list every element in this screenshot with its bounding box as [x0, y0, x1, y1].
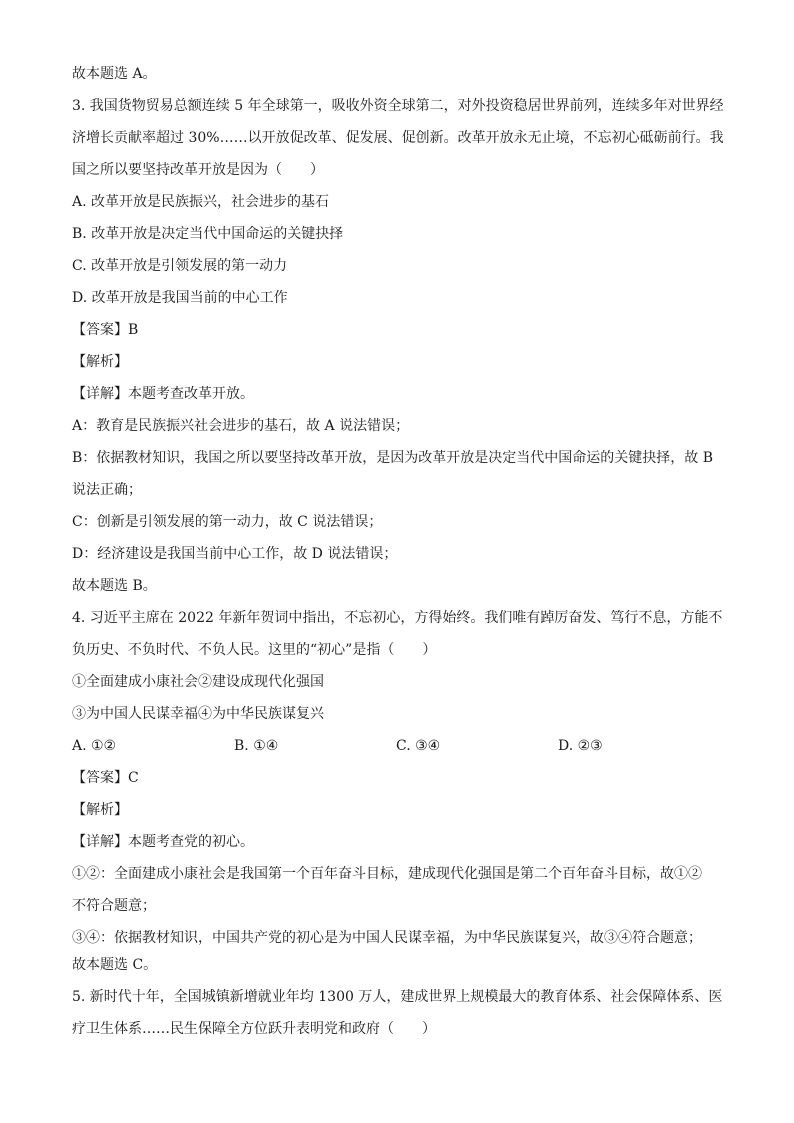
q3-explanation-b: B：依据教材知识，我国之所以要坚持改革开放，是因为改革开放是决定当代中国命运的关键抉择，故 B [72, 450, 714, 466]
q4-conclusion: 故本题选 C。 [72, 957, 158, 973]
q3-option-c: C. 改革开放是引领发展的第一动力 [72, 258, 288, 274]
q3-explanation-c: C：创新是引领发展的第一动力，故 C 说法错误； [72, 514, 383, 530]
q3-stem-line-1: 3. 我国货物贸易总额连续 5 年全球第一，吸收外资全球第二，对外投资稳居世界前列，连续多年对世界经 [72, 98, 724, 114]
q3-explanation-d: D：经济建设是我国当前中心工作，故 D 说法错误； [72, 546, 398, 562]
q4-explanation-34: ③④：依据教材知识，中国共产党的初心是为中国人民谋幸福，为中华民族谋复兴，故③④符合题意； [72, 930, 702, 946]
q4-option-d: D. ②③ [558, 738, 603, 754]
q4-option-a: A. ①② [72, 738, 117, 754]
q4-items-line-1: ①全面建成小康社会②建设成现代化强国 [72, 674, 324, 690]
q3-option-d: D. 改革开放是我国当前的中心工作 [72, 290, 288, 306]
q4-explanation-12-cont: 不符合题意； [72, 898, 156, 914]
q4-stem-line-1: 4. 习近平主席在 2022 年新年贺词中指出，不忘初心，方得始终。我们唯有踔厉奋发、笃行不息，方能不 [72, 610, 723, 626]
q4-answer: 【答案】C [72, 770, 139, 786]
q3-detail: 【详解】本题考查改革开放。 [72, 386, 254, 402]
q4-stem-line-2: 负历史、不负时代、不负人民。这里的“初心”是指（ ） [72, 642, 437, 658]
q4-option-c: C. ③④ [396, 738, 441, 754]
q4-detail: 【详解】本题考查党的初心。 [72, 834, 254, 850]
q5-stem-line-1: 5. 新时代十年，全国城镇新增就业年均 1300 万人，建成世界上规模最大的教育体系、社会保障体系、医 [72, 989, 723, 1005]
q4-analysis-heading: 【解析】 [72, 802, 128, 818]
q4-explanation-12: ①②：全面建成小康社会是我国第一个百年奋斗目标，建成现代化强国是第二个百年奋斗目标，故①② [72, 866, 702, 882]
q4-option-b: B. ①④ [234, 738, 279, 754]
q3-stem-line-2: 济增长贡献率超过 30%……以开放促改革、促发展、促创新。改革开放永无止境，不忘初心砥砺前行。我 [72, 130, 724, 146]
q3-answer: 【答案】B [72, 322, 139, 338]
q3-conclusion: 故本题选 B。 [72, 578, 157, 594]
q5-stem-line-2: 疗卫生体系……民生保障全方位跃升表明党和政府（ ） [72, 1021, 436, 1037]
prev-conclusion: 故本题选 A。 [72, 66, 157, 82]
q3-explanation-b-cont: 说法正确； [72, 482, 142, 498]
q3-analysis-heading: 【解析】 [72, 354, 128, 370]
q4-items-line-2: ③为中国人民谋幸福④为中华民族谋复兴 [72, 706, 324, 722]
q3-explanation-a: A：教育是民族振兴社会进步的基石，故 A 说法错误； [72, 418, 410, 434]
q3-option-b: B. 改革开放是决定当代中国命运的关键抉择 [72, 226, 344, 242]
q3-option-a: A. 改革开放是民族振兴，社会进步的基石 [72, 194, 330, 210]
q3-stem-line-3: 国之所以要坚持改革开放是因为（ ） [72, 162, 324, 178]
